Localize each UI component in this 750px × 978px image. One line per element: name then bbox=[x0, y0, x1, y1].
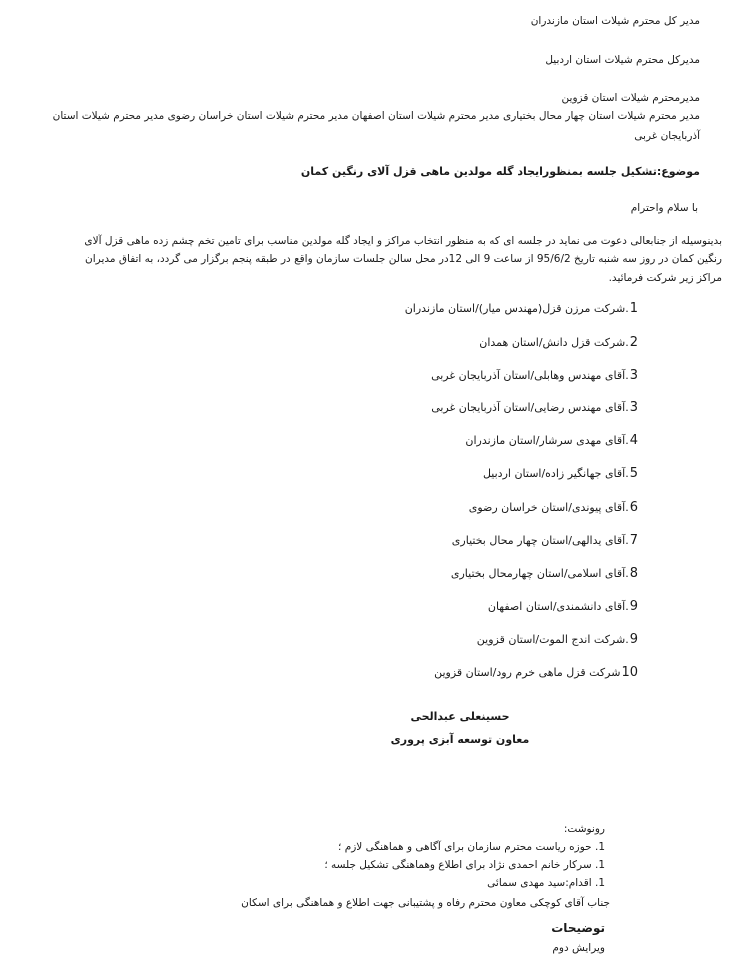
list-item: 9.آقای دانشمندی/استان اصفهان bbox=[487, 599, 638, 614]
signature-name: حسینعلی عبدالحی bbox=[410, 710, 510, 723]
addressee-line: مدیر محترم شیلات استان چهار محال بختیاری مدیر محترم شیلات استان اصفهان مدیر محترم شیلات استان خراسان رضوی مدیر محترم شیلات استان bbox=[52, 110, 700, 122]
list-item: 3.آقای مهندس وهابلی/استان آذربایجان غربی bbox=[431, 368, 638, 383]
greeting: با سلام واحترام bbox=[630, 202, 698, 214]
addressee-line: مدیرکل محترم شیلات استان اردبیل bbox=[545, 54, 700, 66]
addressee-line: آذربایجان غربی bbox=[634, 130, 700, 142]
list-item: 1.شرکت مرزن قزل(مهندس میار)/استان مازندران bbox=[404, 301, 638, 316]
notes-heading: توضیحات bbox=[551, 921, 605, 935]
body-line: مراکز زیر شرکت فرمائید. bbox=[608, 272, 722, 284]
list-item: 6.آقای پیوندی/استان خراسان رضوی bbox=[468, 500, 638, 515]
notes-text: ویرایش دوم bbox=[552, 942, 605, 954]
subject-line: موضوع:تشکیل جلسه بمنظورایجاد گله مولدین ماهی قزل آلای رنگین کمان bbox=[300, 165, 700, 178]
list-item: 10شرکت قزل ماهی خرم رود/استان قزوین bbox=[434, 665, 638, 680]
list-item: 4.آقای مهدی سرشار/استان مازندران bbox=[465, 433, 638, 448]
addressee-line: مدیرمحترم شیلات استان قزوین bbox=[561, 92, 700, 104]
list-item: 5.آقای جهانگیر زاده/استان اردبیل bbox=[482, 466, 638, 481]
cc-item: 1. اقدام:سید مهدی سمائی bbox=[487, 877, 605, 889]
list-item: 8.آقای اسلامی/استان چهارمحال بختیاری bbox=[450, 566, 638, 581]
list-item: 3.آقای مهندس رضایی/استان آذربایجان غربی bbox=[431, 400, 638, 415]
cc-heading: رونوشت: bbox=[563, 823, 605, 835]
cc-item: 1. سرکار خانم احمدی نژاد برای اطلاع وهماهنگی تشکیل جلسه ؛ bbox=[324, 859, 605, 871]
body-line: رنگین کمان در روز سه شنبه تاریخ 95/6/2 از ساعت 9 الی 12در محل سالن جلسات سازمان واقع در طبقه پنجم برگزار می گردد، به اتفاق مدیران bbox=[85, 253, 722, 265]
list-item: 9.شرکت اندج الموت/استان قزوین bbox=[476, 632, 638, 647]
list-item: 7.آقای یدالهی/استان چهار محال بختیاری bbox=[451, 533, 638, 548]
addressee-line: مدیر کل محترم شیلات استان مازندران bbox=[530, 15, 700, 27]
cc-extra: جناب آقای کوچکی معاون محترم رفاه و پشتیبانی جهت اطلاع و هماهنگی برای اسکان bbox=[241, 897, 610, 909]
list-item: 2.شرکت قزل دانش/استان همدان bbox=[479, 335, 638, 350]
body-line: بدینوسیله از جنابعالی دعوت می نماید در جلسه ای که به منظور انتخاب مراکز و ایجاد گله مولدین مناسب برای تامین تخم چشم زده ماهی قزل آلای bbox=[84, 235, 722, 247]
signature-title: معاون توسعه آبزی پروری bbox=[390, 733, 530, 746]
cc-item: 1. حوزه ریاست محترم سازمان برای آگاهی و هماهنگی لازم ؛ bbox=[338, 841, 605, 853]
